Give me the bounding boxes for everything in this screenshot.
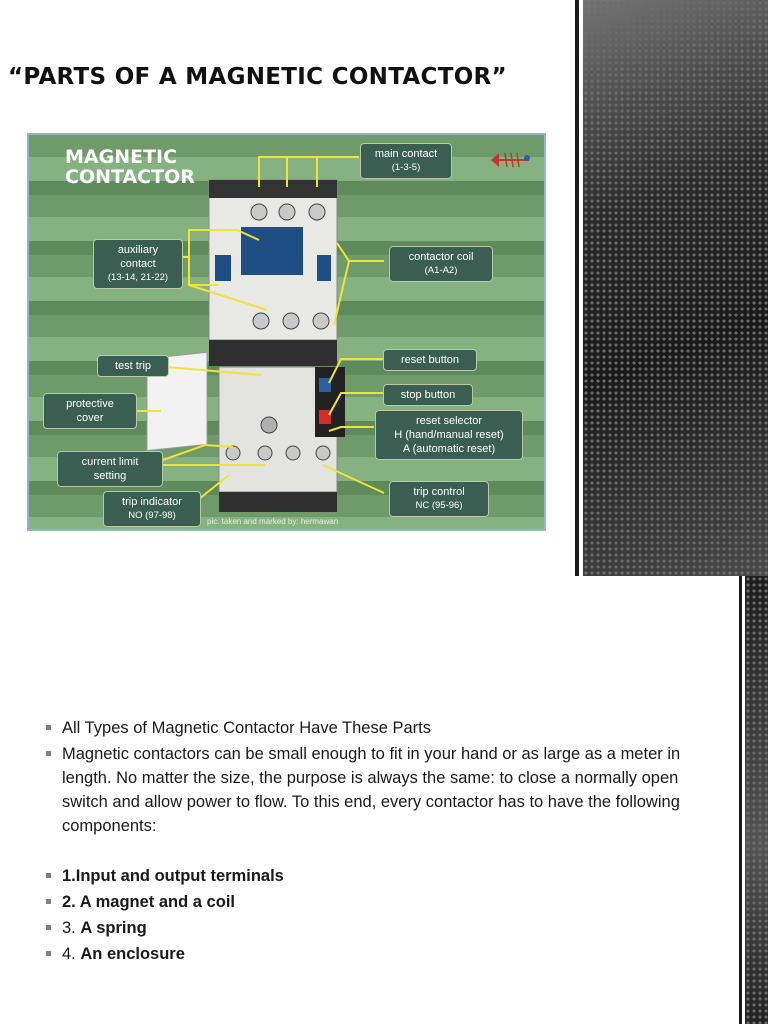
contactor-photo	[27, 133, 546, 531]
blue-armature	[241, 227, 303, 275]
label-reset-selector-a: A (automatic reset)	[402, 443, 496, 455]
label-trip-indicator-sub: NO (97-98)	[128, 510, 176, 521]
component-name: 2. A magnet and a coil	[62, 893, 235, 911]
label-trip-control-text: trip control	[413, 486, 465, 498]
label-reset-selector	[375, 410, 523, 460]
component-item	[46, 864, 706, 888]
decorative-texture-band	[583, 0, 768, 576]
right-aux-slot	[317, 255, 331, 281]
bullet-list	[46, 716, 706, 968]
bullet-item: Magnetic contactors can be small enough to fit in your hand or as large as a meter in length. No matter the size, the purpose is always the same: to close a normally open switch and allow power to flow. To this end, every contactor has to have the following components:	[46, 742, 706, 838]
stop-button-shape	[319, 410, 331, 424]
label-trip-control	[389, 481, 489, 517]
label-protective-cover	[43, 393, 137, 429]
component-item	[46, 942, 706, 966]
fish-logo-icon	[489, 147, 533, 173]
label-trip-indicator	[103, 491, 201, 527]
label-reset-selector-h: H (hand/manual reset)	[394, 429, 504, 441]
left-aux-slot	[215, 255, 231, 281]
photo-credit: pic. taken and marked by: hermawan	[207, 517, 339, 526]
label-current-limit-line2: setting	[93, 470, 127, 482]
decorative-texture-strip	[745, 576, 768, 1024]
reset-button-shape	[319, 378, 331, 392]
label-trip-indicator-text: trip indicator	[122, 496, 182, 508]
label-main-contact-sub: (1-3-5)	[391, 162, 421, 173]
contactor-base	[209, 340, 337, 366]
figure-heading-line1: MAGNETIC	[65, 146, 178, 168]
label-coil-text: contactor coil	[408, 251, 474, 263]
label-stop-button-text: stop button	[400, 389, 456, 401]
label-aux-line1: auxiliary	[117, 244, 159, 256]
label-main-contact-text: main contact	[374, 148, 438, 160]
label-reset-button-text: reset button	[400, 354, 460, 366]
label-main-contact	[360, 143, 452, 179]
label-reset-button	[383, 349, 477, 371]
label-current-limit	[57, 451, 163, 487]
label-test-trip	[97, 355, 169, 377]
label-stop-button	[383, 384, 473, 406]
figure-heading	[65, 147, 195, 187]
slide-title: “PARTS OF A MAGNETIC CONTACTOR”	[8, 64, 507, 90]
label-auxiliary-contact	[93, 239, 183, 289]
figure-heading-line2: CONTACTOR	[65, 166, 195, 188]
label-cover-line1: protective	[66, 398, 114, 410]
label-aux-line2: contact	[120, 258, 156, 270]
relay-base	[219, 492, 337, 512]
label-test-trip-text: test trip	[114, 360, 152, 372]
component-prefix: 3.	[62, 919, 81, 937]
bullet-item: All Types of Magnetic Contactor Have These Parts	[46, 716, 706, 740]
component-name: An enclosure	[80, 945, 185, 963]
label-trip-control-sub: NC (95-96)	[415, 500, 463, 511]
component-item	[46, 916, 706, 940]
label-cover-line2: cover	[76, 412, 104, 424]
label-coil-sub: (A1-A2)	[424, 265, 458, 276]
label-reset-selector-text: reset selector	[415, 415, 483, 427]
component-item	[46, 890, 706, 914]
component-prefix: 4.	[62, 945, 81, 963]
label-current-limit-line1: current limit	[81, 456, 139, 468]
component-name: 1.Input and output terminals	[62, 867, 284, 885]
component-name: A spring	[80, 919, 147, 937]
label-contactor-coil	[389, 246, 493, 282]
label-aux-sub: (13-14, 21-22)	[107, 272, 169, 283]
